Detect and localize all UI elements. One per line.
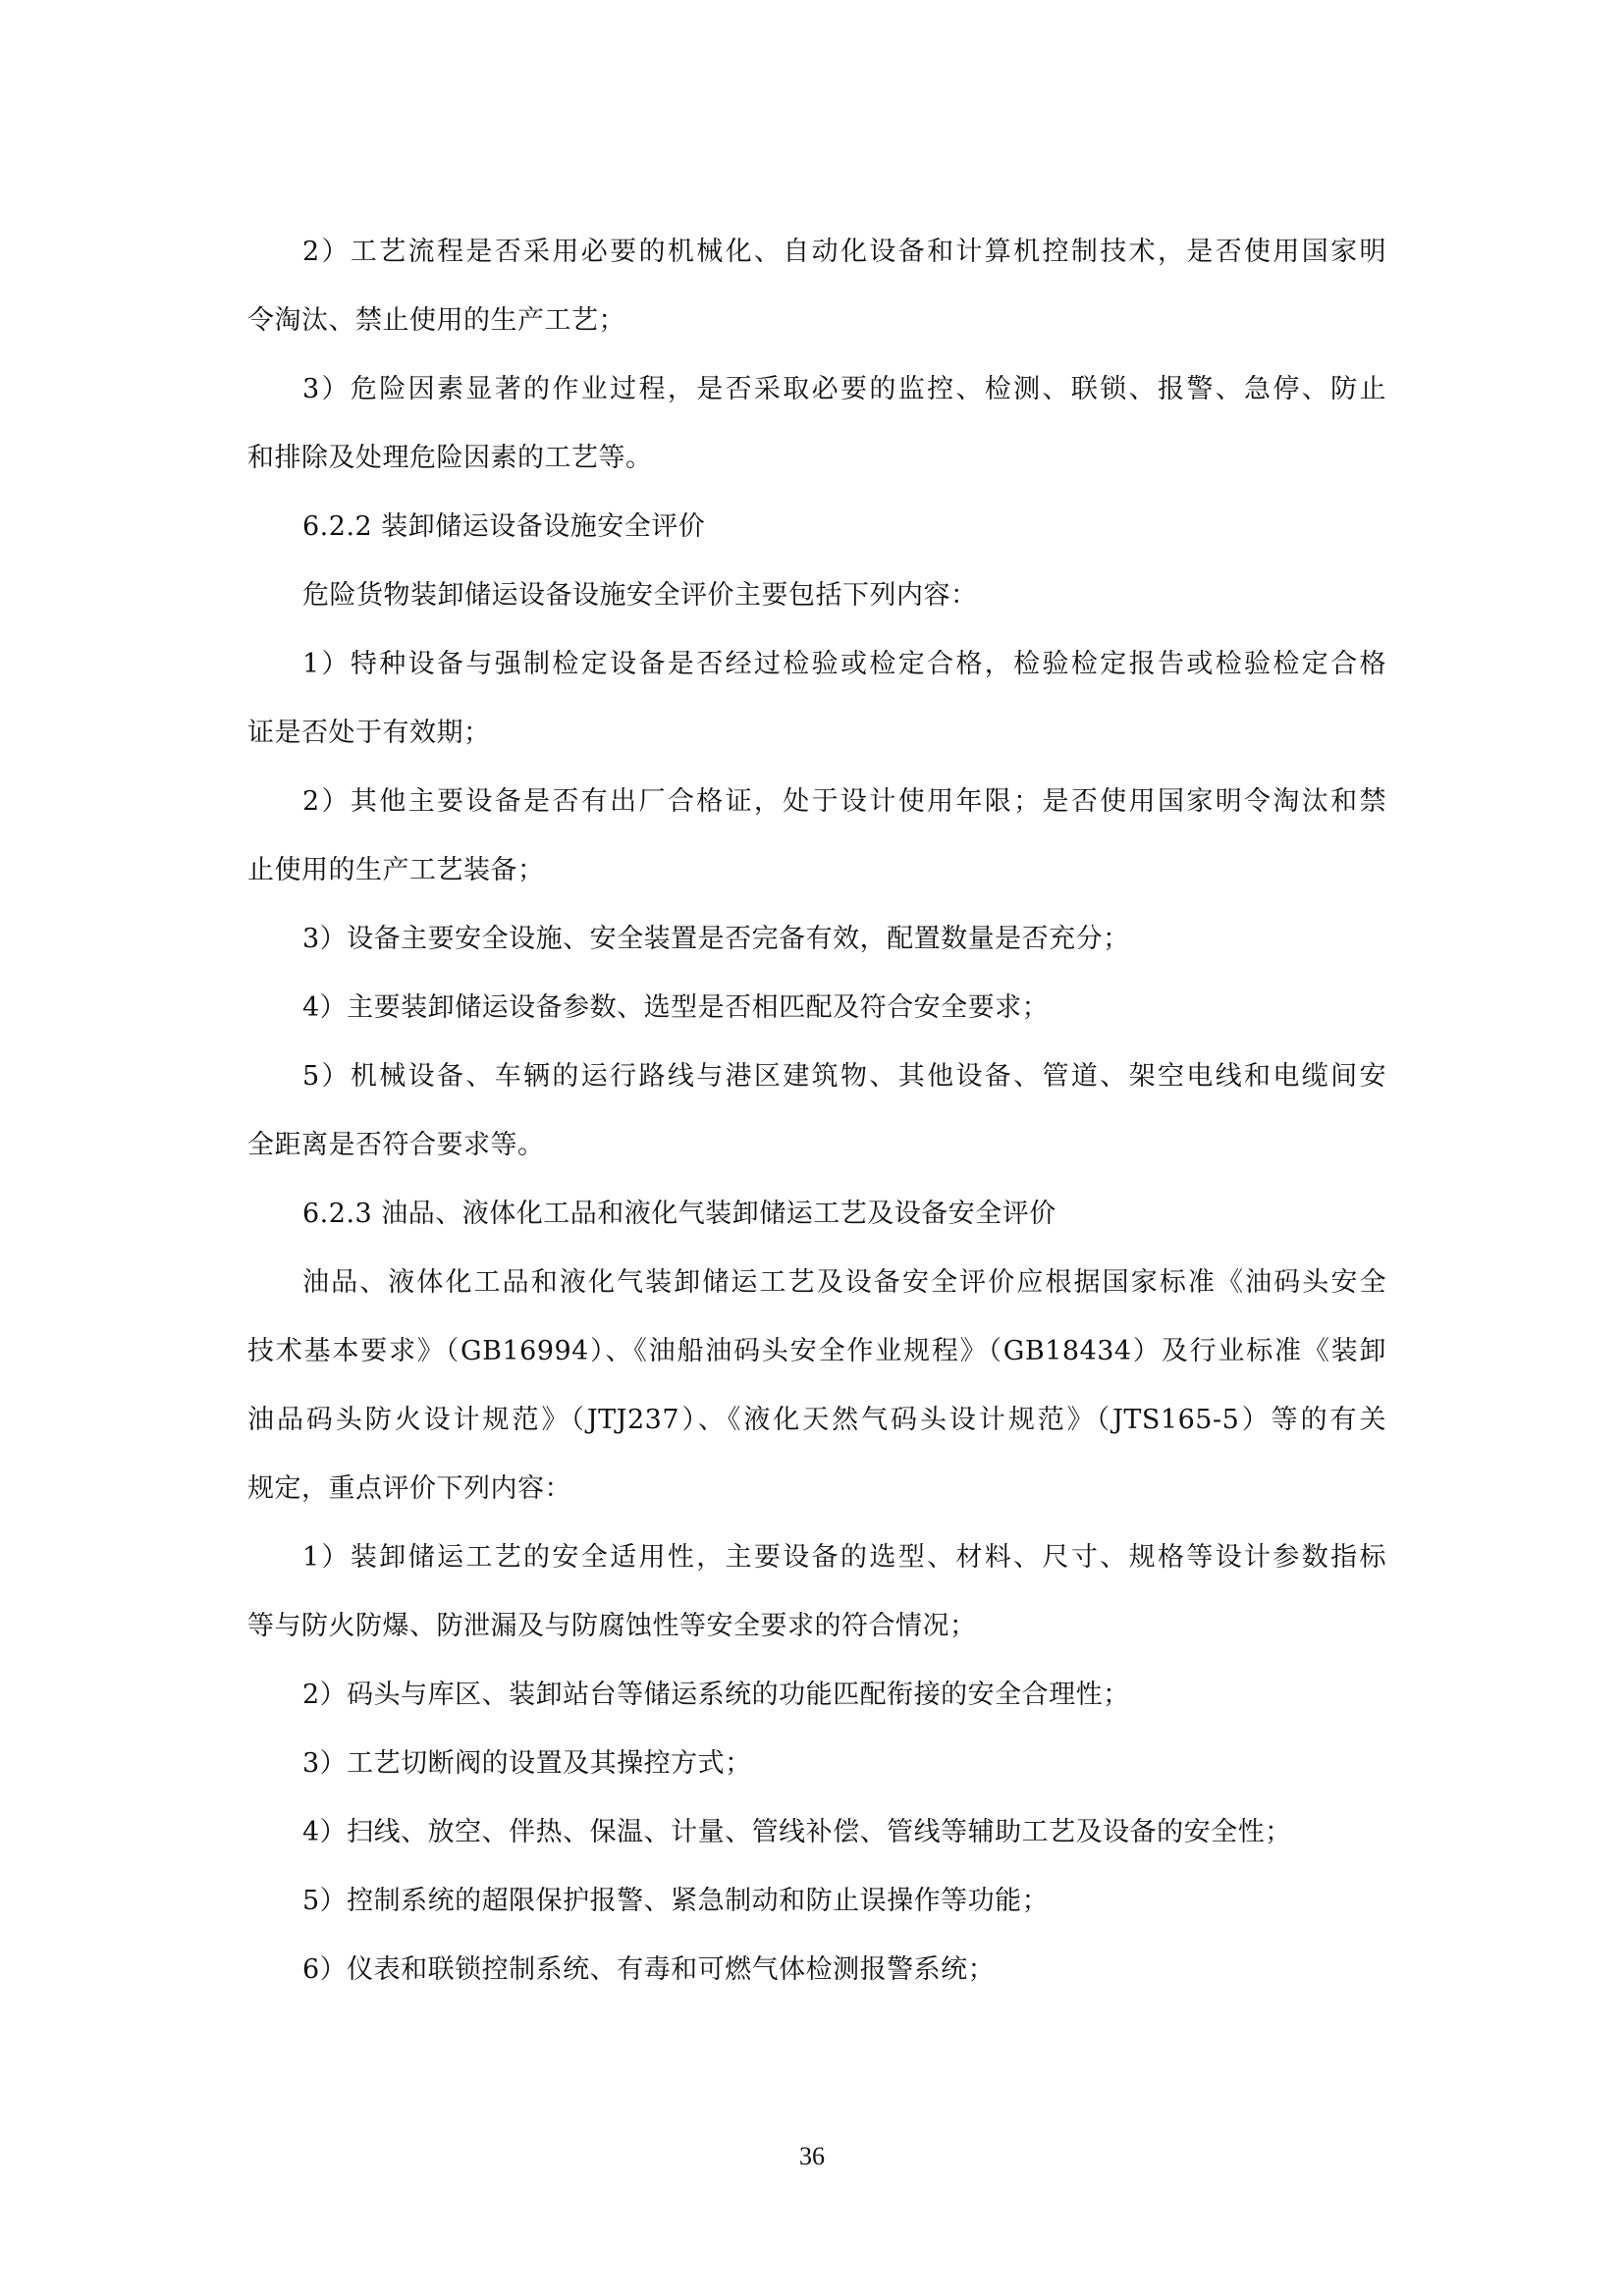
- text-line: 等与防火防爆、防泄漏及与防腐蚀性等安全要求的符合情况；: [247, 1611, 977, 1641]
- text-line: 油品码头防火设计规范》（JTJ237）、《液化天然气码头设计规范》（JTS165-5）等的有关: [247, 1405, 1386, 1435]
- text-line: 和排除及处理危险因素的工艺等。: [247, 443, 653, 473]
- text-line: 技术基本要求》（GB16994）、《油船油码头安全作业规程》（GB18434）及行业标准《装卸: [247, 1336, 1386, 1366]
- text-line: 3）危险因素显著的作业过程，是否采取必要的监控、检测、联锁、报警、急停、防止: [302, 374, 1386, 404]
- text-line: 6.2.3 油品、液体化工品和液化气装卸储运工艺及设备安全评价: [302, 1199, 1056, 1229]
- text-line: 3）工艺切断阀的设置及其操控方式；: [302, 1748, 752, 1779]
- text-line: 1）装卸储运工艺的安全适用性，主要设备的选型、材料、尺寸、规格等设计参数指标: [302, 1542, 1386, 1573]
- text-line: 6）仪表和联锁控制系统、有毒和可燃气体检测报警系统；: [302, 1954, 996, 1985]
- text-line: 油品、液体化工品和液化气装卸储运工艺及设备安全评价应根据国家标准《油码头安全: [302, 1267, 1386, 1298]
- text-line: 止使用的生产工艺装备；: [247, 855, 545, 885]
- text-line: 5）控制系统的超限保护报警、紧急制动和防止误操作等功能；: [302, 1886, 1050, 1916]
- text-line: 2）其他主要设备是否有出厂合格证，处于设计使用年限；是否使用国家明令淘汰和禁: [302, 786, 1386, 817]
- text-line: 危险货物装卸储运设备设施安全评价主要包括下列内容：: [302, 580, 978, 611]
- page-number: 36: [799, 2142, 825, 2170]
- document-body: [247, 218, 1386, 2004]
- text-line: 规定，重点评价下列内容：: [247, 1473, 571, 1504]
- text-line: 全距离是否符合要求等。: [247, 1130, 545, 1160]
- text-line: 6.2.2 装卸储运设备设施安全评价: [302, 511, 706, 542]
- text-line: 4）扫线、放空、伴热、保温、计量、管线补偿、管线等辅助工艺及设备的安全性；: [302, 1817, 1292, 1847]
- text-line: 2）工艺流程是否采用必要的机械化、自动化设备和计算机控制技术，是否使用国家明: [302, 237, 1386, 267]
- text-line: 令淘汰、禁止使用的生产工艺；: [247, 305, 625, 336]
- text-line: 3）设备主要安全设施、安全装置是否完备有效，配置数量是否充分；: [302, 924, 1130, 954]
- text-line: 5）机械设备、车辆的运行路线与港区建筑物、其他设备、管道、架空电线和电缆间安: [302, 1061, 1386, 1092]
- text-line: 1）特种设备与强制检定设备是否经过检验或检定合格，检验检定报告或检验检定合格: [302, 649, 1386, 679]
- text-line: 证是否处于有效期；: [247, 718, 491, 748]
- text-line: 4）主要装卸储运设备参数、选型是否相匹配及符合安全要求；: [302, 992, 1050, 1023]
- text-line: 2）码头与库区、装卸站台等储运系统的功能匹配衔接的安全合理性；: [302, 1680, 1130, 1710]
